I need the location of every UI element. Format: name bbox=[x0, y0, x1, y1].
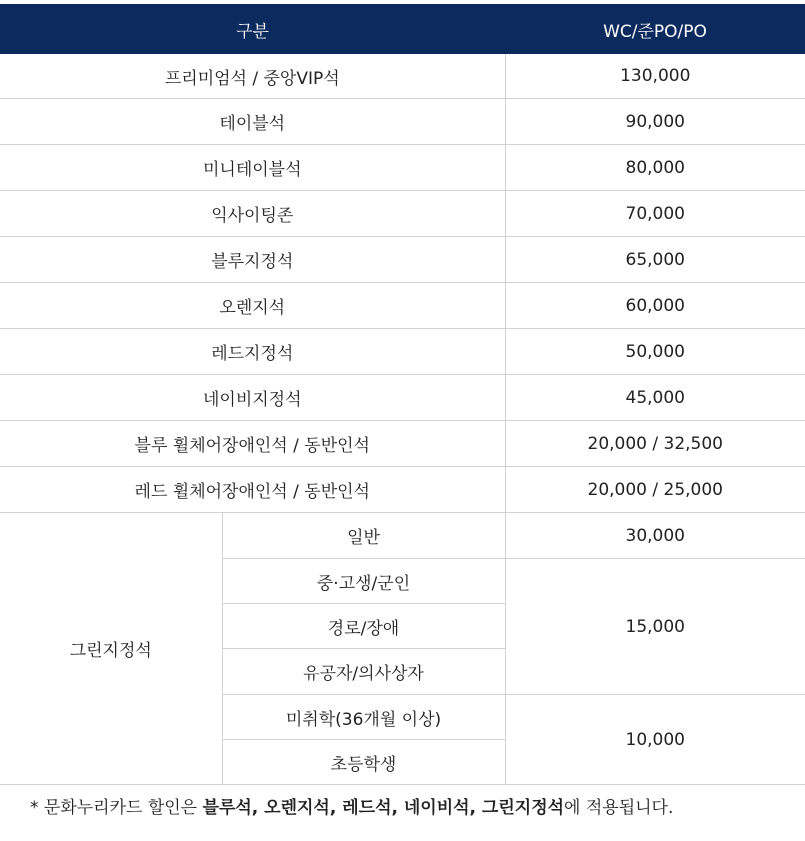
seat-price: 130,000 bbox=[505, 54, 805, 99]
note-suffix: 에 적용됩니다. bbox=[564, 798, 674, 818]
green-price: 10,000 bbox=[505, 695, 805, 785]
seat-label: 테이블석 bbox=[0, 99, 505, 145]
seat-price: 60,000 bbox=[505, 283, 805, 329]
table-row bbox=[0, 54, 805, 99]
green-sub-label: 유공자/의사상자 bbox=[222, 649, 505, 695]
green-sub-label: 중·고생/군인 bbox=[222, 559, 505, 604]
green-sub-label: 미취학(36개월 이상) bbox=[222, 695, 505, 740]
seat-label: 익사이팅존 bbox=[0, 191, 505, 237]
table-row bbox=[0, 375, 805, 421]
discount-note bbox=[30, 793, 673, 818]
table-row bbox=[0, 467, 805, 513]
note-bold-seats: 블루석, 오렌지석, 레드석, 네이비석, 그린지정석 bbox=[202, 798, 565, 818]
seat-label: 레드 휠체어장애인석 / 동반인석 bbox=[0, 467, 505, 513]
green-price: 15,000 bbox=[505, 559, 805, 695]
seat-price: 45,000 bbox=[505, 375, 805, 421]
seat-label: 블루지정석 bbox=[0, 237, 505, 283]
green-sub-label: 일반 bbox=[222, 513, 505, 559]
table-row bbox=[0, 99, 805, 145]
table-row bbox=[0, 283, 805, 329]
seat-label: 오렌지석 bbox=[0, 283, 505, 329]
green-price: 30,000 bbox=[505, 513, 805, 559]
table-row bbox=[0, 237, 805, 283]
seat-price: 70,000 bbox=[505, 191, 805, 237]
seat-price: 65,000 bbox=[505, 237, 805, 283]
table-row bbox=[0, 421, 805, 467]
table-header-row bbox=[0, 4, 805, 54]
table-row bbox=[0, 191, 805, 237]
seat-price: 80,000 bbox=[505, 145, 805, 191]
price-table bbox=[0, 4, 805, 785]
green-sub-label: 초등학생 bbox=[222, 740, 505, 785]
header-category: 구분 bbox=[0, 4, 505, 54]
seat-price: 50,000 bbox=[505, 329, 805, 375]
header-price: WC/준PO/PO bbox=[505, 4, 805, 54]
seat-price: 20,000 / 32,500 bbox=[505, 421, 805, 467]
seat-label: 네이비지정석 bbox=[0, 375, 505, 421]
green-sub-label: 경로/장애 bbox=[222, 604, 505, 649]
table-row bbox=[0, 329, 805, 375]
table-row bbox=[0, 145, 805, 191]
seat-price: 90,000 bbox=[505, 99, 805, 145]
seat-label: 미니테이블석 bbox=[0, 145, 505, 191]
table-row bbox=[0, 513, 805, 559]
note-prefix: * 문화누리카드 할인은 bbox=[30, 798, 203, 818]
seat-label: 블루 휠체어장애인석 / 동반인석 bbox=[0, 421, 505, 467]
seat-price: 20,000 / 25,000 bbox=[505, 467, 805, 513]
green-seat-label: 그린지정석 bbox=[0, 513, 222, 785]
seat-label: 프리미엄석 / 중앙VIP석 bbox=[0, 54, 505, 99]
seat-label: 레드지정석 bbox=[0, 329, 505, 375]
